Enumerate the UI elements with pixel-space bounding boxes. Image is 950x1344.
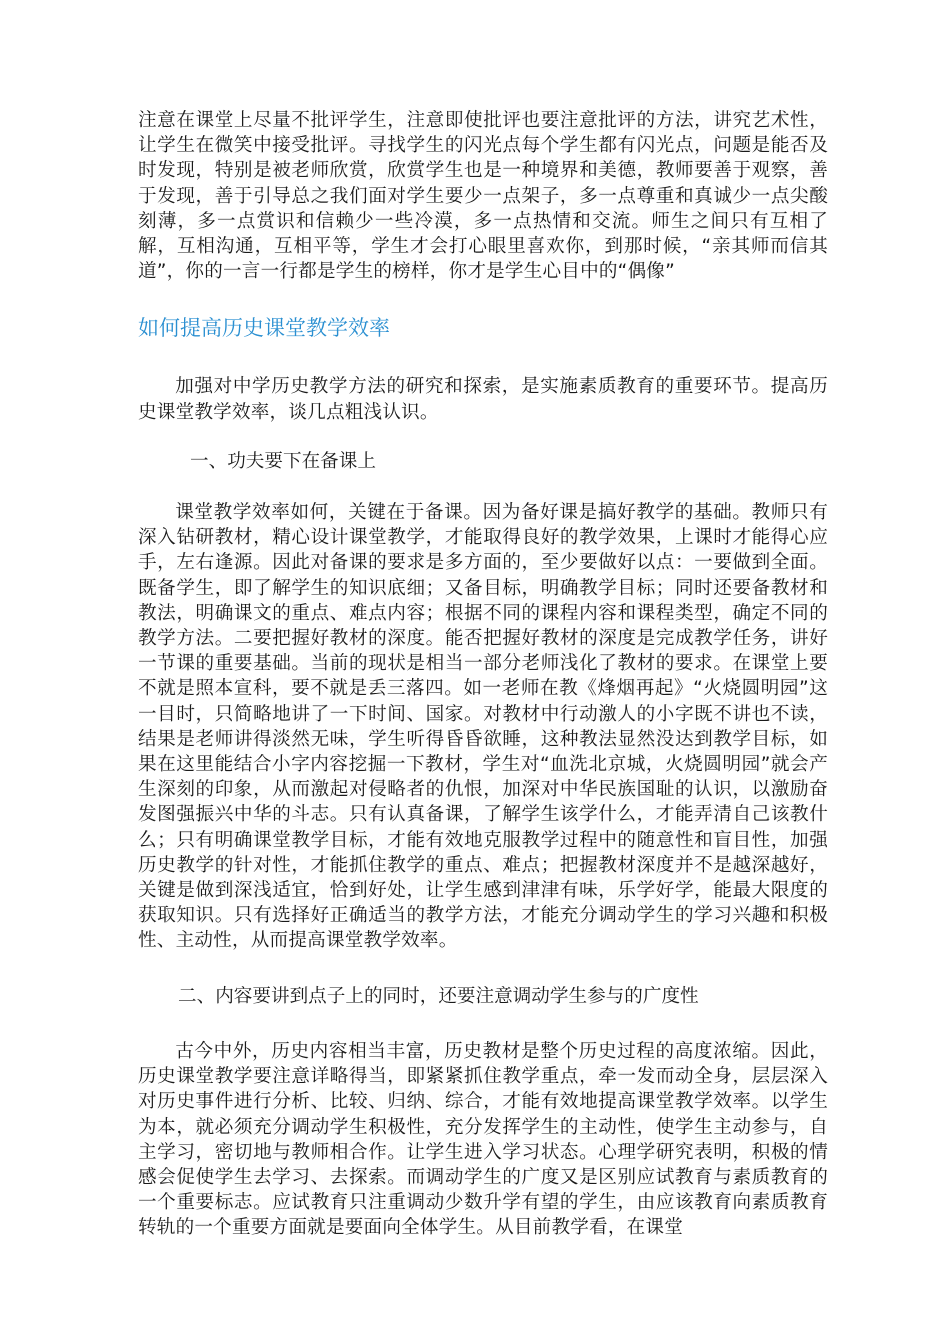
section-2-paragraph: 古今中外，历史内容相当丰富，历史教材是整个历史过程的高度浓缩。因此，历史课堂教学要注意详略得当，即紧紧抓住教学重点，牵一发而动全身，层层深入对历史事件进行分析、比较、归纳、综合，才能有效地提高课堂教学效率。以学生为本，就必须充分调动学生积极性，充分发挥学生的主动性，使学生主动参与，自主学习，密切地与教师相合作。让学生进入学习状态。心理学研究表明，积极的情感会促使学生去学习、去探索。而调动学生的广度又是区别应试教育与素质教育的一个重要标志。应试教育只注重调动少数升学有望的学生，由应该教育向素质教育转轨的一个重要方面就是要面向全体学生。从目前教学看，在课堂	[138, 1040, 828, 1239]
intro-paragraph: 注意在课堂上尽量不批评学生，注意即使批评也要注意批评的方法，讲究艺术性，让学生在微笑中接受批评。寻找学生的闪光点每个学生都有闪光点，问题是能否及时发现，特别是被老师欣赏，欣赏学生也是一种境界和美德，教师要善于观察，善于发现，善于引导总之我们面对学生要少一点架子，多一点尊重和真诚少一点尖酸刻薄，多一点赏识和信赖少一些冷漠，多一点热情和交流。师生之间只有互相了解，互相沟通，互相平等，学生才会打心眼里喜欢你，到那时候，“亲其师而信其道”，你的一言一行都是学生的榜样，你才是学生心目中的“偶像”	[138, 110, 828, 283]
section-1-heading: 一、功夫要下在备课上	[190, 450, 376, 472]
document-page	[138, 108, 828, 1241]
article-title: 如何提高历史课堂教学效率	[138, 316, 390, 341]
section-2-heading: 二、内容要讲到点子上的同时，还要注意调动学生参与的广度性	[178, 985, 699, 1007]
section-1-paragraph: 课堂教学效率如何，关键在于备课。因为备好课是搞好教学的基础。教师只有深入钻研教材，精心设计课堂教学，才能取得良好的教学效果，上课时才能得心应手，左右逢源。因此对备课的要求是多方面的，至少要做好以点：一要做到全面。既备学生，即了解学生的知识底细；又备目标，明确教学目标；同时还要备教材和教法，明确课文的重点、难点内容；根据不同的课程内容和课程类型，确定不同的教学方法。二要把握好教材的深度。能否把握好教材的深度是完成教学任务，讲好一节课的重要基础。当前的现状是相当一部分老师浅化了教材的要求。在课堂上要不就是照本宣科，要不就是丢三落四。如一老师在教《烽烟再起》“火烧圆明园”这一目时，只简略地讲了一下时间、国家。对教材中行动激人的小字既不讲也不读，结果是老师讲得淡然无味，学生听得昏昏欲睡，这种教法显然没达到教学目标，如果在这里能结合小字内容挖掘一下教材，学生对“血洗北京城，火烧圆明园”就会产生深刻的印象，从而激起对侵略者的仇恨，加深对中华民族国耻的认识，以激励奋发图强振兴中华的斗志。只有认真备课，了解学生该学什么，才能弄清自己该教什么；只有明确课堂教学目标，才能有效地克服教学过程中的随意性和盲目性，加强历史教学的针对性，才能抓住教学的重点、难点；把握教材深度并不是越深越好，关键是做到深浅适宜，恰到好处，让学生感到津津有味，乐学好学，能最大限度的获取知识。只有选择好正确适当的教学方法，才能充分调动学生的学习兴趣和积极性、主动性，从而提高课堂教学效率。	[138, 502, 828, 952]
lead-paragraph: 加强对中学历史教学方法的研究和探索，是实施素质教育的重要环节。提高历史课堂教学效率，谈几点粗浅认识。	[138, 376, 828, 423]
